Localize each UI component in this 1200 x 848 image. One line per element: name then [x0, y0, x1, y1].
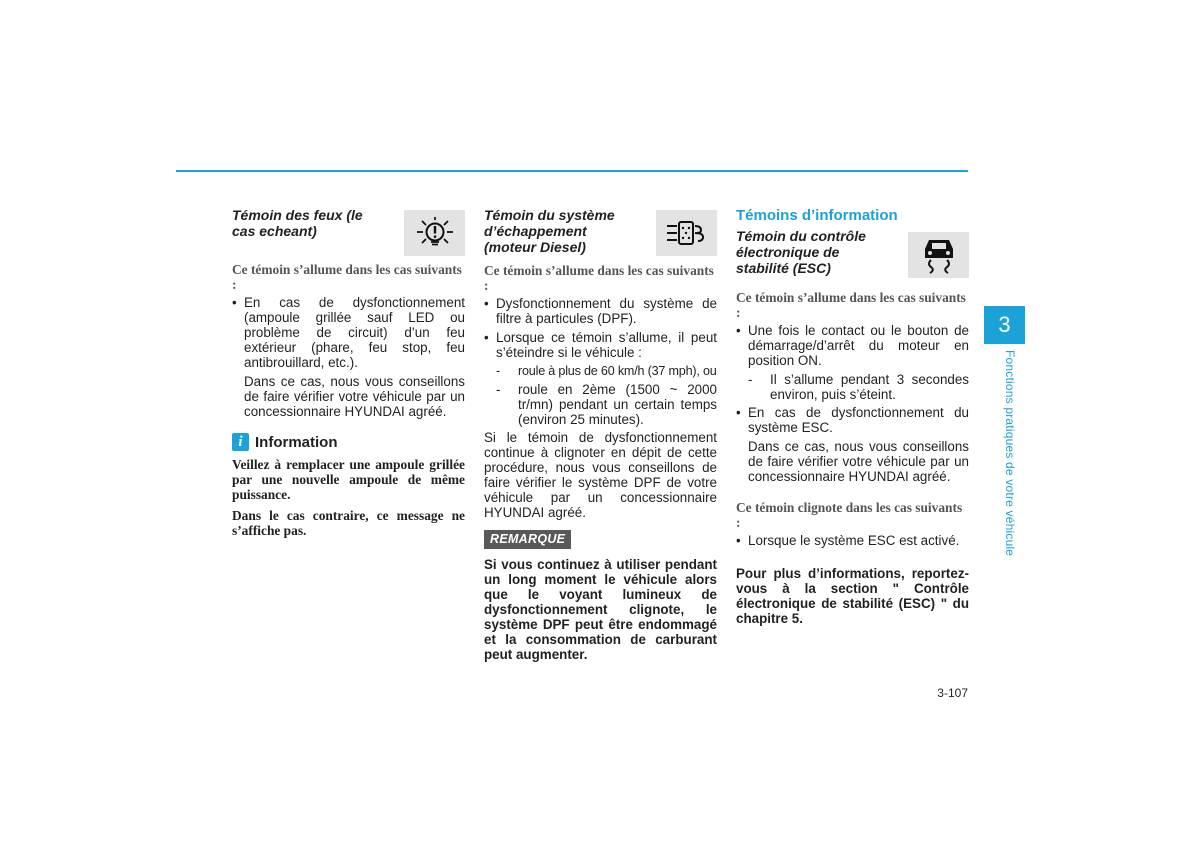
dpf-bullet-1-text: Dysfonctionnement du système de filtre à particules (DPF).	[496, 296, 717, 326]
column-lamp-warning	[232, 207, 465, 544]
bullet-dot: •	[484, 330, 489, 345]
remarque-wrap	[484, 530, 717, 557]
lamp-bullet-cont: Dans ce cas, nous vous conseillons de faire vérifier votre véhicule par un concessionnaire HYUNDAI agréé.	[244, 374, 465, 419]
esc-bullet-2-cont: Dans ce cas, nous vous conseillons de faire vérifier votre véhicule par un concessionnaire HYUNDAI agréé.	[748, 439, 969, 484]
esc-warning-title: Témoin du contrôle électronique de stabilité (ESC)	[736, 228, 866, 276]
bullet-dot: •	[484, 296, 489, 311]
esc-bullet-2-text: En cas de dysfonctionnement du système ESC.	[748, 405, 969, 435]
information-header	[232, 433, 465, 451]
chapter-tab: 3	[984, 306, 1025, 344]
info-icon: i	[232, 433, 249, 451]
bullet-dot: •	[232, 295, 237, 310]
esc-bullet-3-text: Lorsque le système ESC est activé.	[748, 533, 960, 548]
dpf-bullet-2	[484, 330, 717, 360]
dpf-intro: Ce témoin s’allume dans les cas suivants :	[484, 263, 714, 293]
dpf-paragraph: Si le témoin de dysfonctionnement continue à clignoter en dépit de cette procédure, nous vous conseillons de faire vérifier le système DPF de votre véhicule par un concessionnaire HYUNDAI agréé.	[484, 430, 717, 520]
dpf-sub-1-text: roule à plus de 60 km/h (37 mph), ou	[518, 364, 717, 378]
bullet-dot: •	[736, 533, 741, 548]
esc-bullet-1	[736, 323, 969, 368]
header-rule	[176, 170, 968, 172]
dpf-sub-1	[496, 364, 717, 379]
bullet-dot: •	[736, 405, 741, 420]
esc-sub-1	[748, 372, 969, 402]
dpf-exhaust-icon	[656, 210, 717, 256]
dpf-sub-2-text: roule en 2ème (1500 ~ 2000 tr/mn) pendant un certain temps (environ 25 minutes).	[518, 382, 717, 427]
dpf-sub-2	[496, 382, 717, 427]
remarque-text: Si vous continuez à utiliser pendant un long moment le véhicule alors que le voyant lumineux de dysfonctionnement clignote, le système DPF peut être endommagé et la consommation de carburant peut augmenter.	[484, 557, 717, 662]
bullet-dot: •	[736, 323, 741, 338]
lamp-warning-title: Témoin des feux (le cas echeant)	[232, 207, 363, 239]
chapter-side-title-text: Fonctions pratiques de votre véhicule	[1003, 350, 1017, 557]
column-esc-warning	[736, 207, 969, 626]
lamp-warning-header	[232, 207, 465, 257]
dash-marker: -	[496, 364, 500, 378]
esc-closing: Pour plus d’informations, reportez-vous à la section " Contrôle électronique de stabilité (ESC) " du chapitre 5.	[736, 566, 969, 626]
dpf-warning-header	[484, 207, 717, 263]
dash-marker: -	[496, 382, 501, 397]
info-paragraph-1: Veillez à remplacer une ampoule grillée par une nouvelle ampoule de même puissance.	[232, 457, 465, 502]
esc-intro-2: Ce témoin clignote dans les cas suivants :	[736, 500, 963, 530]
esc-skid-car-icon	[908, 232, 969, 278]
dpf-warning-title: Témoin du système d’échappement (moteur Diesel)	[484, 207, 615, 255]
chapter-side-title	[1003, 350, 1023, 580]
lamp-failure-icon	[404, 210, 465, 256]
esc-sub-1-text: Il s’allume pendant 3 secondes environ, puis s’éteint.	[770, 372, 969, 402]
column-dpf-warning	[484, 207, 717, 662]
info-paragraph-2: Dans le cas contraire, ce message ne s’affiche pas.	[232, 508, 465, 538]
esc-bullet-1-text: Une fois le contact ou le bouton de démarrage/d’arrêt du moteur en position ON.	[748, 323, 969, 368]
page-number: 3-107	[937, 686, 968, 700]
dpf-bullet-2-text: Lorsque ce témoin s’allume, il peut s’éteindre si le véhicule :	[496, 330, 717, 360]
esc-bullet-2	[736, 405, 969, 435]
dpf-bullet-1	[484, 296, 717, 326]
esc-warning-header	[736, 228, 969, 284]
section-title: Témoins d’information	[736, 207, 898, 224]
esc-intro-1: Ce témoin s’allume dans les cas suivants :	[736, 290, 966, 320]
lamp-intro: Ce témoin s’allume dans les cas suivants :	[232, 262, 462, 292]
lamp-bullet	[232, 295, 465, 370]
dash-marker: -	[748, 372, 753, 387]
esc-bullet-3	[736, 533, 969, 548]
information-label: Information	[255, 433, 338, 451]
lamp-bullet-text: En cas de dysfonctionnement (ampoule grillée sauf LED ou problème de circuit) d’un feu extérieur (phare, feu stop, feu antibrouillard, etc.).	[244, 295, 465, 370]
remarque-badge: REMARQUE	[484, 530, 571, 549]
